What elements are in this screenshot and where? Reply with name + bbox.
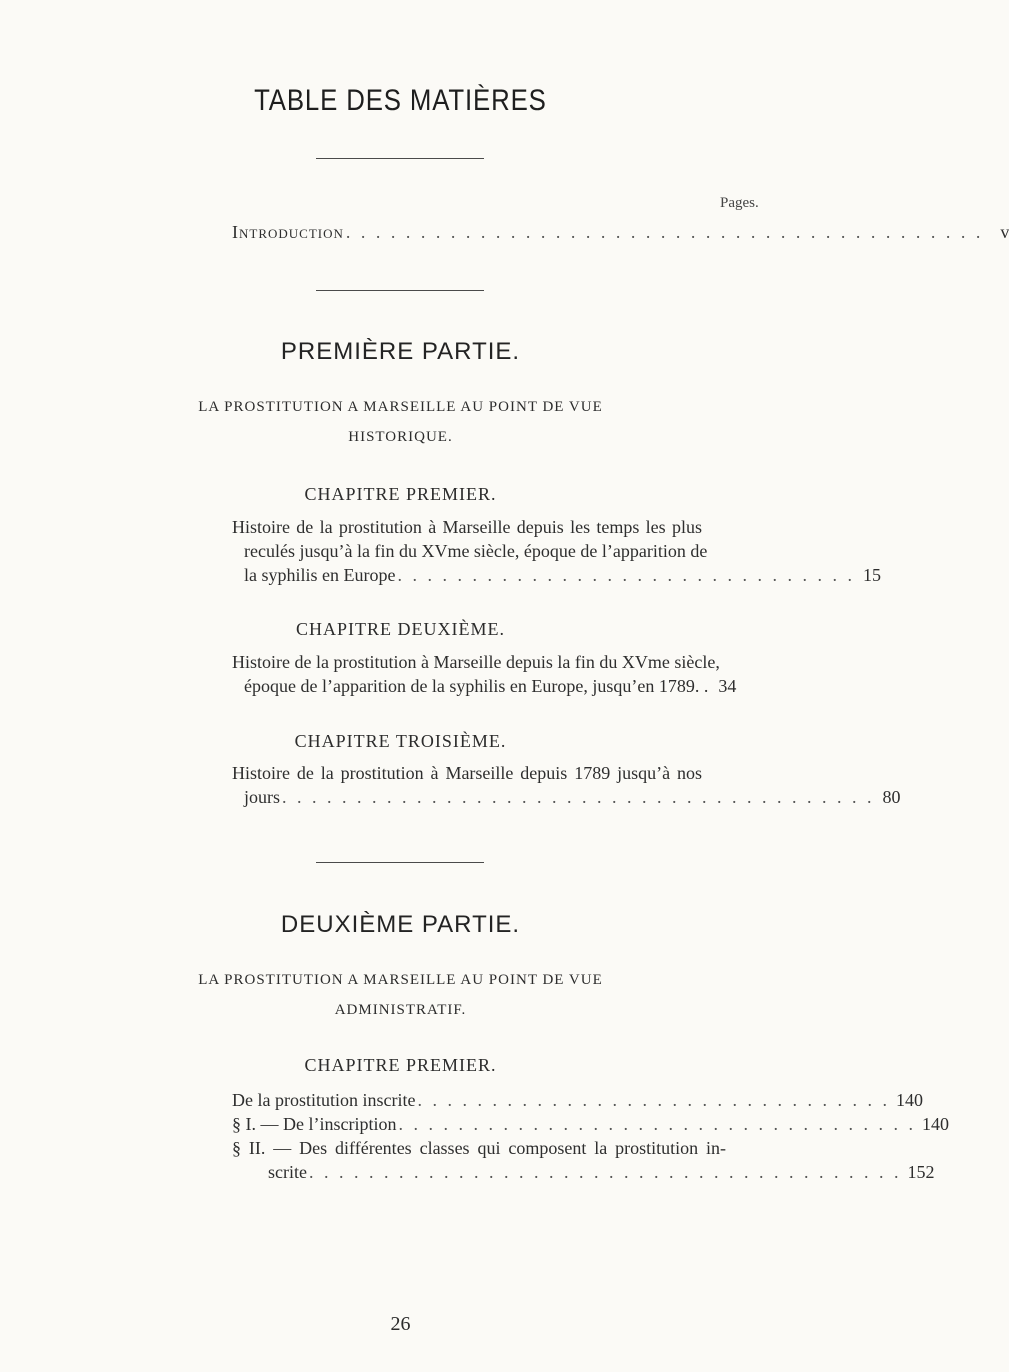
entry-line: Histoire de la prostitution à Marseille depuis les temps les plus bbox=[232, 517, 702, 537]
toc-entry-label: De la prostitution inscrite bbox=[232, 1090, 416, 1110]
leader-dots: . . . . . . . . . . . . . . . . . . . . . . . . . . . . . . . . . . . . . . . . bbox=[308, 1162, 902, 1182]
entry-line: Histoire de la prostitution à Marseille depuis 1789 jusqu’à nos bbox=[232, 763, 702, 783]
part-one-subtitle bbox=[170, 392, 631, 452]
divider bbox=[316, 862, 484, 863]
page-title: TABLE DES MATIÈRES bbox=[254, 84, 547, 117]
leader-dots: . . . . . . . . . . . . . . . . . . . . . . . . . . . . . . . . . . . . . . . . bbox=[282, 787, 875, 807]
leader-dots: . . . . . . . . . . . . . . . . . . . . . . . . . . . . . . . . . . . bbox=[398, 1114, 916, 1134]
toc-entry-page: 152 bbox=[907, 1162, 935, 1182]
toc-entry-page: 140 bbox=[921, 1114, 949, 1134]
subtitle-line: LA PROSTITUTION A MARSEILLE AU POINT DE VUE bbox=[198, 972, 603, 988]
toc-entry[interactable] bbox=[232, 1112, 949, 1136]
toc-entry-introduction[interactable] bbox=[232, 220, 1009, 244]
part-two-subtitle bbox=[170, 965, 631, 1025]
toc-entry-page: v bbox=[1000, 222, 1009, 242]
toc-entry[interactable] bbox=[232, 1136, 935, 1184]
toc-entry-page: 140 bbox=[895, 1090, 923, 1110]
chapter-heading: CHAPITRE PREMIER. bbox=[304, 484, 497, 504]
leader-dots: . . . . . . . . . . . . . . . . . . . . . . . . . . . . . . . bbox=[397, 565, 855, 585]
toc-entry-label: § I. — De l’inscription bbox=[232, 1114, 397, 1134]
entry-line: scrite bbox=[268, 1162, 307, 1182]
chapter-heading: CHAPITRE TROISIÈME. bbox=[294, 731, 507, 751]
entry-line: § II. — Des différentes classes qui composent la prostitution in- bbox=[232, 1138, 726, 1158]
subtitle-line: LA PROSTITUTION A MARSEILLE AU POINT DE VUE bbox=[198, 399, 603, 415]
entry-line: Histoire de la prostitution à Marseille depuis la fin du XVme siècle, bbox=[232, 652, 720, 672]
divider bbox=[316, 158, 484, 159]
chapter-heading: CHAPITRE DEUXIÈME. bbox=[296, 619, 505, 639]
entry-line: époque de l’apparition de la syphilis en Europe, jusqu’en 1789. . bbox=[244, 676, 709, 696]
page-number: 26 bbox=[390, 1313, 411, 1335]
entry-last-line bbox=[244, 674, 737, 698]
entry-line: la syphilis en Europe bbox=[244, 565, 396, 585]
entry-last-line bbox=[268, 1160, 935, 1184]
divider bbox=[316, 290, 484, 291]
leader-dots: . . . . . . . . . . . . . . . . . . . . . . . . . . . . . . . . . . . . . . . . . . . bbox=[345, 222, 984, 242]
toc-entry-page: 34 bbox=[718, 676, 737, 696]
toc-entry-page: 15 bbox=[862, 565, 881, 585]
part-two-title: DEUXIÈME PARTIE. bbox=[280, 911, 521, 938]
entry-line: jours bbox=[244, 787, 280, 807]
toc-entry-page: 80 bbox=[882, 787, 901, 807]
toc-entry-label: Introduction bbox=[232, 222, 344, 242]
chapter-heading: CHAPITRE PREMIER. bbox=[304, 1055, 497, 1075]
entry-last-line bbox=[244, 785, 901, 809]
pages-column-label: Pages. bbox=[720, 195, 759, 211]
subtitle-line: ADMINISTRATIF. bbox=[334, 1002, 467, 1018]
entry-line: reculés jusqu’à la fin du XVme siècle, époque de l’apparition de bbox=[244, 541, 708, 561]
toc-entry-chapter-1[interactable] bbox=[232, 515, 881, 587]
leader-dots: . . . . . . . . . . . . . . . . . . . . . . . . . . . . . . . . bbox=[417, 1090, 890, 1110]
subtitle-line: HISTORIQUE. bbox=[348, 429, 453, 445]
part-one-title: PREMIÈRE PARTIE. bbox=[280, 338, 521, 365]
toc-entry[interactable] bbox=[232, 1088, 923, 1112]
toc-entry-chapter-2[interactable] bbox=[232, 650, 737, 698]
entry-last-line bbox=[244, 563, 881, 587]
toc-entry-chapter-3[interactable] bbox=[232, 761, 901, 809]
